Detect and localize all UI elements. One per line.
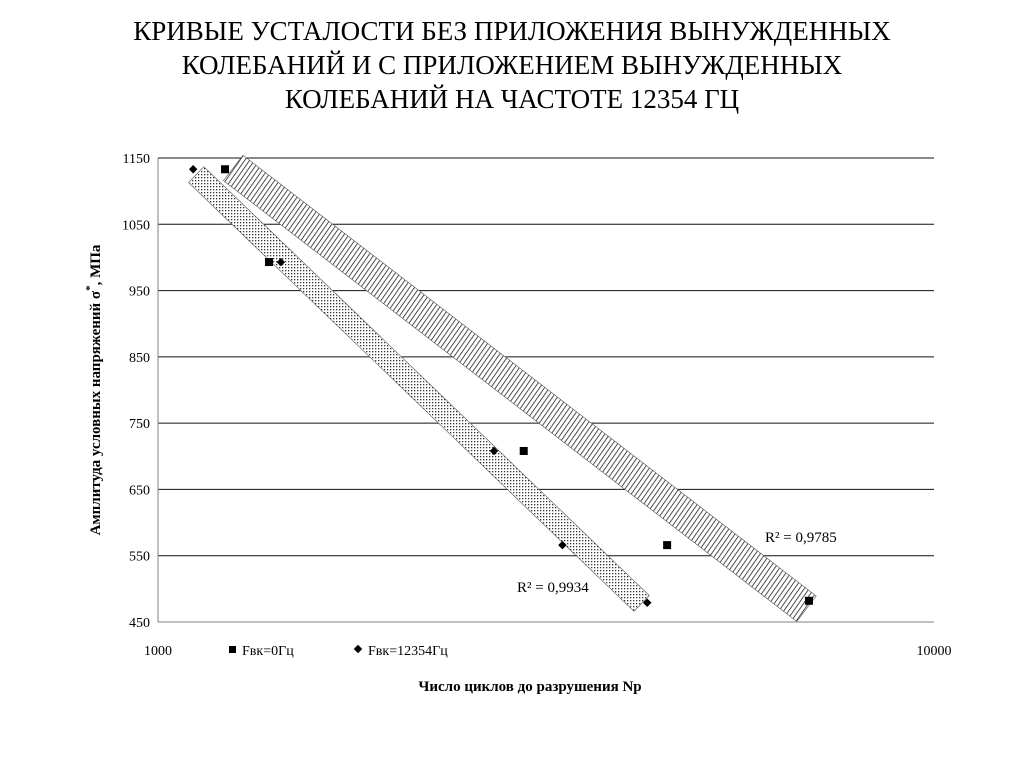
- r2-label-series-2: R² = 0,9934: [517, 580, 589, 596]
- slide-title-line-3: КОЛЕБАНИЙ НА ЧАСТОТЕ 12354 ГЦ: [284, 84, 740, 114]
- legend-label-series-1: Fвк=0Гц: [242, 644, 294, 659]
- x-tick-label: 1000: [144, 644, 172, 659]
- data-point-square: [805, 597, 813, 605]
- y-tick-label: 450: [129, 616, 150, 631]
- y-axis-title-sup: *: [84, 285, 96, 291]
- y-axis-title-main: Амплитуда условных напряжений σ: [88, 290, 104, 536]
- slide-title-line-1: КРИВЫЕ УСТАЛОСТИ БЕЗ ПРИЛОЖЕНИЯ ВЫНУЖДЕННЫХ: [133, 16, 891, 46]
- y-tick-label: 650: [129, 483, 150, 499]
- slide-title-line-2: КОЛЕБАНИЙ И С ПРИЛОЖЕНИЕМ ВЫНУЖДЕННЫХ: [181, 50, 843, 80]
- data-point-square: [520, 447, 528, 455]
- y-tick-label: 550: [129, 549, 150, 565]
- x-tick-label: 10000: [916, 644, 952, 659]
- y-axis-title-tail: , МПа: [88, 244, 104, 286]
- chart-area-background: [78, 146, 958, 698]
- data-point-square: [265, 258, 273, 266]
- r2-label-series-1: R² = 0,9785: [765, 530, 837, 546]
- y-tick-label: 950: [129, 284, 150, 300]
- legend-label-series-2: Fвк=12354Гц: [368, 644, 448, 659]
- data-point-square: [221, 165, 229, 173]
- y-tick-label: 1150: [122, 152, 150, 167]
- legend-marker-square: [229, 646, 236, 653]
- y-tick-label: 750: [129, 417, 150, 433]
- x-axis-title: Число циклов до разрушения Np: [418, 679, 642, 695]
- y-tick-label: 850: [129, 350, 150, 366]
- y-tick-label: 1050: [122, 218, 150, 234]
- data-point-square: [663, 541, 671, 549]
